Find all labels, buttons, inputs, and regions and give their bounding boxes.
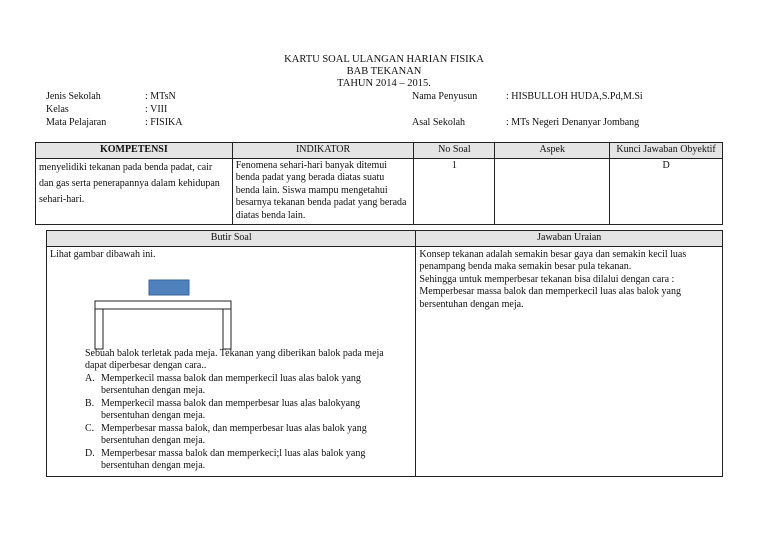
kompetensi-cell: menyelidiki tekanan pada benda padat, cair dan gas serta penerapannya dalam kehidupan sehari-hari. [36, 158, 233, 224]
jenis-sekolah-value: : MTsN [145, 91, 176, 102]
aspek-cell [495, 158, 610, 224]
option-letter: C. [85, 422, 95, 434]
butir-soal-table [46, 230, 723, 477]
option-text: Memperbesar massa balok, dan memperbesar luas alas balok yang bersentuhan dengan meja. [101, 422, 367, 446]
indikator-cell: Fenomena sehari-hari banyak ditemui benda padat yang berada diatas suatu benda lain. Siswa mampu mengetahui besarnya tekanan benda padat yang berada diatas benda lain. [232, 158, 414, 224]
jawaban-uraian-cell [416, 246, 723, 476]
kunci-cell: D [610, 158, 723, 224]
butir-soal-cell [47, 246, 416, 476]
table-top-shape [95, 301, 231, 309]
option-d[interactable] [85, 448, 405, 473]
header-aspek: Aspek [495, 143, 610, 159]
option-letter: A. [85, 372, 95, 384]
option-letter: B. [85, 397, 95, 409]
jawaban-paragraph-1: Konsep tekanan adalah semakin besar gaya dan semakin kecil luas penampang benda maka semakin besar pula tekanan. [419, 248, 687, 272]
nama-penyusun-label: Nama Penyusun [412, 91, 478, 102]
header-no-soal: No Soal [414, 143, 495, 159]
header-indikator: INDIKATOR [232, 143, 414, 159]
kelas-label: Kelas [46, 104, 69, 115]
butir-soal-intro: Lihat gambar dibawah ini. [50, 248, 156, 260]
asal-sekolah-value: : MTs Negeri Denanyar Jombang [506, 117, 640, 128]
option-b[interactable] [85, 398, 405, 423]
mata-pelajaran-label: Mata Pelajaran [46, 117, 107, 128]
block-on-table-figure [92, 277, 242, 357]
header-butir-soal: Butir Soal [47, 231, 416, 247]
option-a[interactable] [85, 373, 405, 398]
kompetensi-table [35, 142, 723, 225]
question-text: Sebuah balok terletak pada meja. Tekanan yang diberikan balok pada meja dapat diperbesar dengan cara.. [85, 347, 384, 371]
option-text: Memperbesar massa balok dan memperkeci;l luas alas balok yang bersentuhan dengan meja. [101, 447, 366, 471]
asal-sekolah-label: Asal Sekolah [412, 117, 466, 128]
option-text: Memperkecil massa balok dan memperbesar luas alas balokyang bersentuhan dengan meja. [101, 397, 361, 421]
page-year: TAHUN 2014 – 2015. [337, 78, 431, 89]
no-soal-cell: 1 [414, 158, 495, 224]
header-kunci: Kunci Jawaban Obyektif [610, 143, 723, 159]
mata-pelajaran-value: : FISIKA [145, 117, 183, 128]
header-jawaban-uraian: Jawaban Uraian [416, 231, 723, 247]
page-subtitle: BAB TEKANAN [346, 66, 422, 77]
option-letter: D. [85, 447, 95, 459]
options-list [85, 373, 405, 473]
jawaban-paragraph-2: Sehingga untuk memperbesar tekanan bisa dilalui dengan cara : Memperbesar massa balok dan memperkecil luas alas balok yang bersentuhan dengan meja. [419, 273, 681, 310]
page-title: KARTU SOAL ULANGAN HARIAN FISIKA [284, 54, 484, 65]
header-kompetensi: KOMPETENSI [36, 143, 233, 159]
option-c[interactable] [85, 423, 405, 448]
jenis-sekolah-label: Jenis Sekolah [46, 91, 101, 102]
table-leg-right [223, 309, 231, 349]
block-shape [149, 280, 189, 295]
nama-penyusun-value: : HISBULLOH HUDA,S.Pd,M.Si [506, 91, 643, 102]
option-text: Memperkecil massa balok dan memperkecil luas alas balok yang bersentuhan dengan meja. [101, 372, 361, 396]
kelas-value: : VIII [145, 104, 168, 115]
table-leg-left [95, 309, 103, 349]
